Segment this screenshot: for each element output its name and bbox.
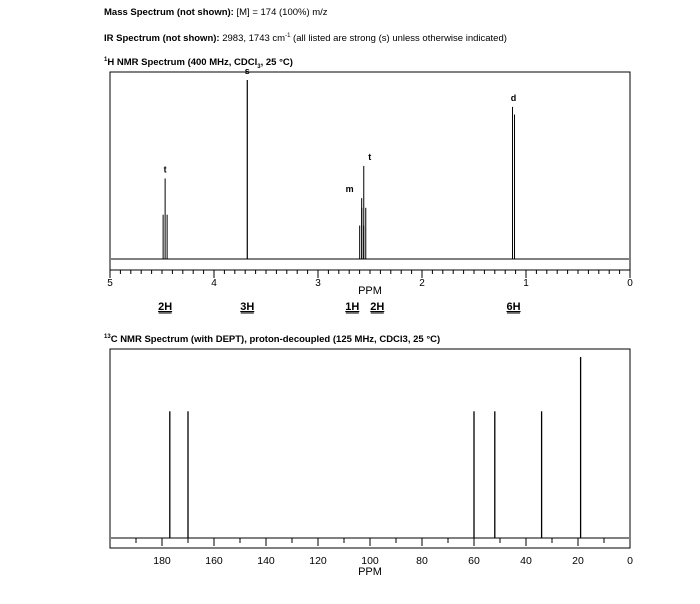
hnmr-tick-label: 0 bbox=[627, 278, 633, 289]
hnmr-title-sub: 3 bbox=[257, 64, 261, 71]
hnmr-tick-label: 3 bbox=[315, 278, 321, 289]
hnmr-multiplicity-label: t bbox=[163, 164, 167, 175]
cnmr-tick-label: 20 bbox=[572, 555, 584, 567]
hnmr-integration-label: 2H bbox=[158, 301, 173, 313]
hnmr-chart bbox=[107, 66, 633, 313]
hnmr-title-tail: , 25 °C) bbox=[260, 57, 293, 69]
cnmr-title-text: C NMR Spectrum (with DEPT), proton-decoupled (125 MHz, CDCl3, 25 °C) bbox=[110, 334, 441, 346]
hnmr-integrations bbox=[158, 301, 521, 313]
hnmr-peak bbox=[513, 107, 515, 259]
hnmr-tick-label: 4 bbox=[211, 278, 217, 289]
cnmr-tick-label: 100 bbox=[361, 555, 379, 567]
hnmr-integration-label: 3H bbox=[240, 301, 255, 313]
cnmr-tick-label: 160 bbox=[205, 555, 223, 567]
cnmr-tick-label: 40 bbox=[520, 555, 532, 567]
cnmr-chart bbox=[110, 349, 633, 578]
ir-spectrum-note: (all listed are strong (s) unless otherwise indicated) bbox=[290, 33, 507, 45]
ir-unit-superscript: -1 bbox=[285, 33, 291, 39]
cnmr-tick-label: 80 bbox=[416, 555, 428, 567]
hnmr-multiplicity-label: d bbox=[510, 92, 517, 103]
hnmr-peak bbox=[163, 178, 167, 259]
hnmr-multiplicity-label: s bbox=[244, 66, 250, 76]
hnmr-peaks bbox=[163, 80, 514, 259]
hnmr-integration-label: 6H bbox=[506, 301, 521, 313]
hnmr-multiplicity-label: m bbox=[345, 184, 354, 195]
cnmr-tick-label: 140 bbox=[257, 555, 275, 567]
hnmr-integration-label: 2H bbox=[370, 301, 385, 313]
hnmr-integration-label: 1H bbox=[345, 301, 360, 313]
hnmr-multiplicity-label: t bbox=[368, 151, 372, 162]
cnmr-tick-label: 120 bbox=[309, 555, 327, 567]
hnmr-title-sup: 1 bbox=[104, 57, 108, 63]
cnmr-tick-label: 60 bbox=[468, 555, 480, 567]
hnmr-frame bbox=[110, 72, 630, 270]
ir-spectrum-value: 2983, 1743 cm bbox=[219, 33, 286, 45]
hnmr-peak-labels bbox=[164, 66, 517, 194]
cnmr-tick-label: 0 bbox=[627, 555, 633, 567]
hnmr-tick-label: 1 bbox=[523, 278, 529, 289]
hnmr-tick-label: 2 bbox=[419, 278, 425, 289]
hnmr-title-text: H NMR Spectrum (400 MHz, CDCl bbox=[107, 57, 258, 69]
cnmr-xaxis-label: PPM bbox=[358, 566, 382, 578]
cnmr-tick-label: 180 bbox=[153, 555, 171, 567]
hnmr-xaxis-label: PPM bbox=[358, 285, 382, 297]
ir-spectrum-label: IR Spectrum (not shown): bbox=[104, 33, 220, 45]
mass-spectrum-value: [M] = 174 (100%) m/z bbox=[233, 7, 328, 18]
mass-spectrum-label: Mass Spectrum (not shown): bbox=[104, 7, 234, 18]
hnmr-tick-label: 5 bbox=[107, 278, 113, 289]
cnmr-peaks bbox=[170, 357, 581, 538]
hnmr-peak bbox=[362, 166, 366, 259]
cnmr-title-sup: 13 bbox=[104, 334, 111, 340]
cnmr-ticks bbox=[110, 538, 633, 567]
